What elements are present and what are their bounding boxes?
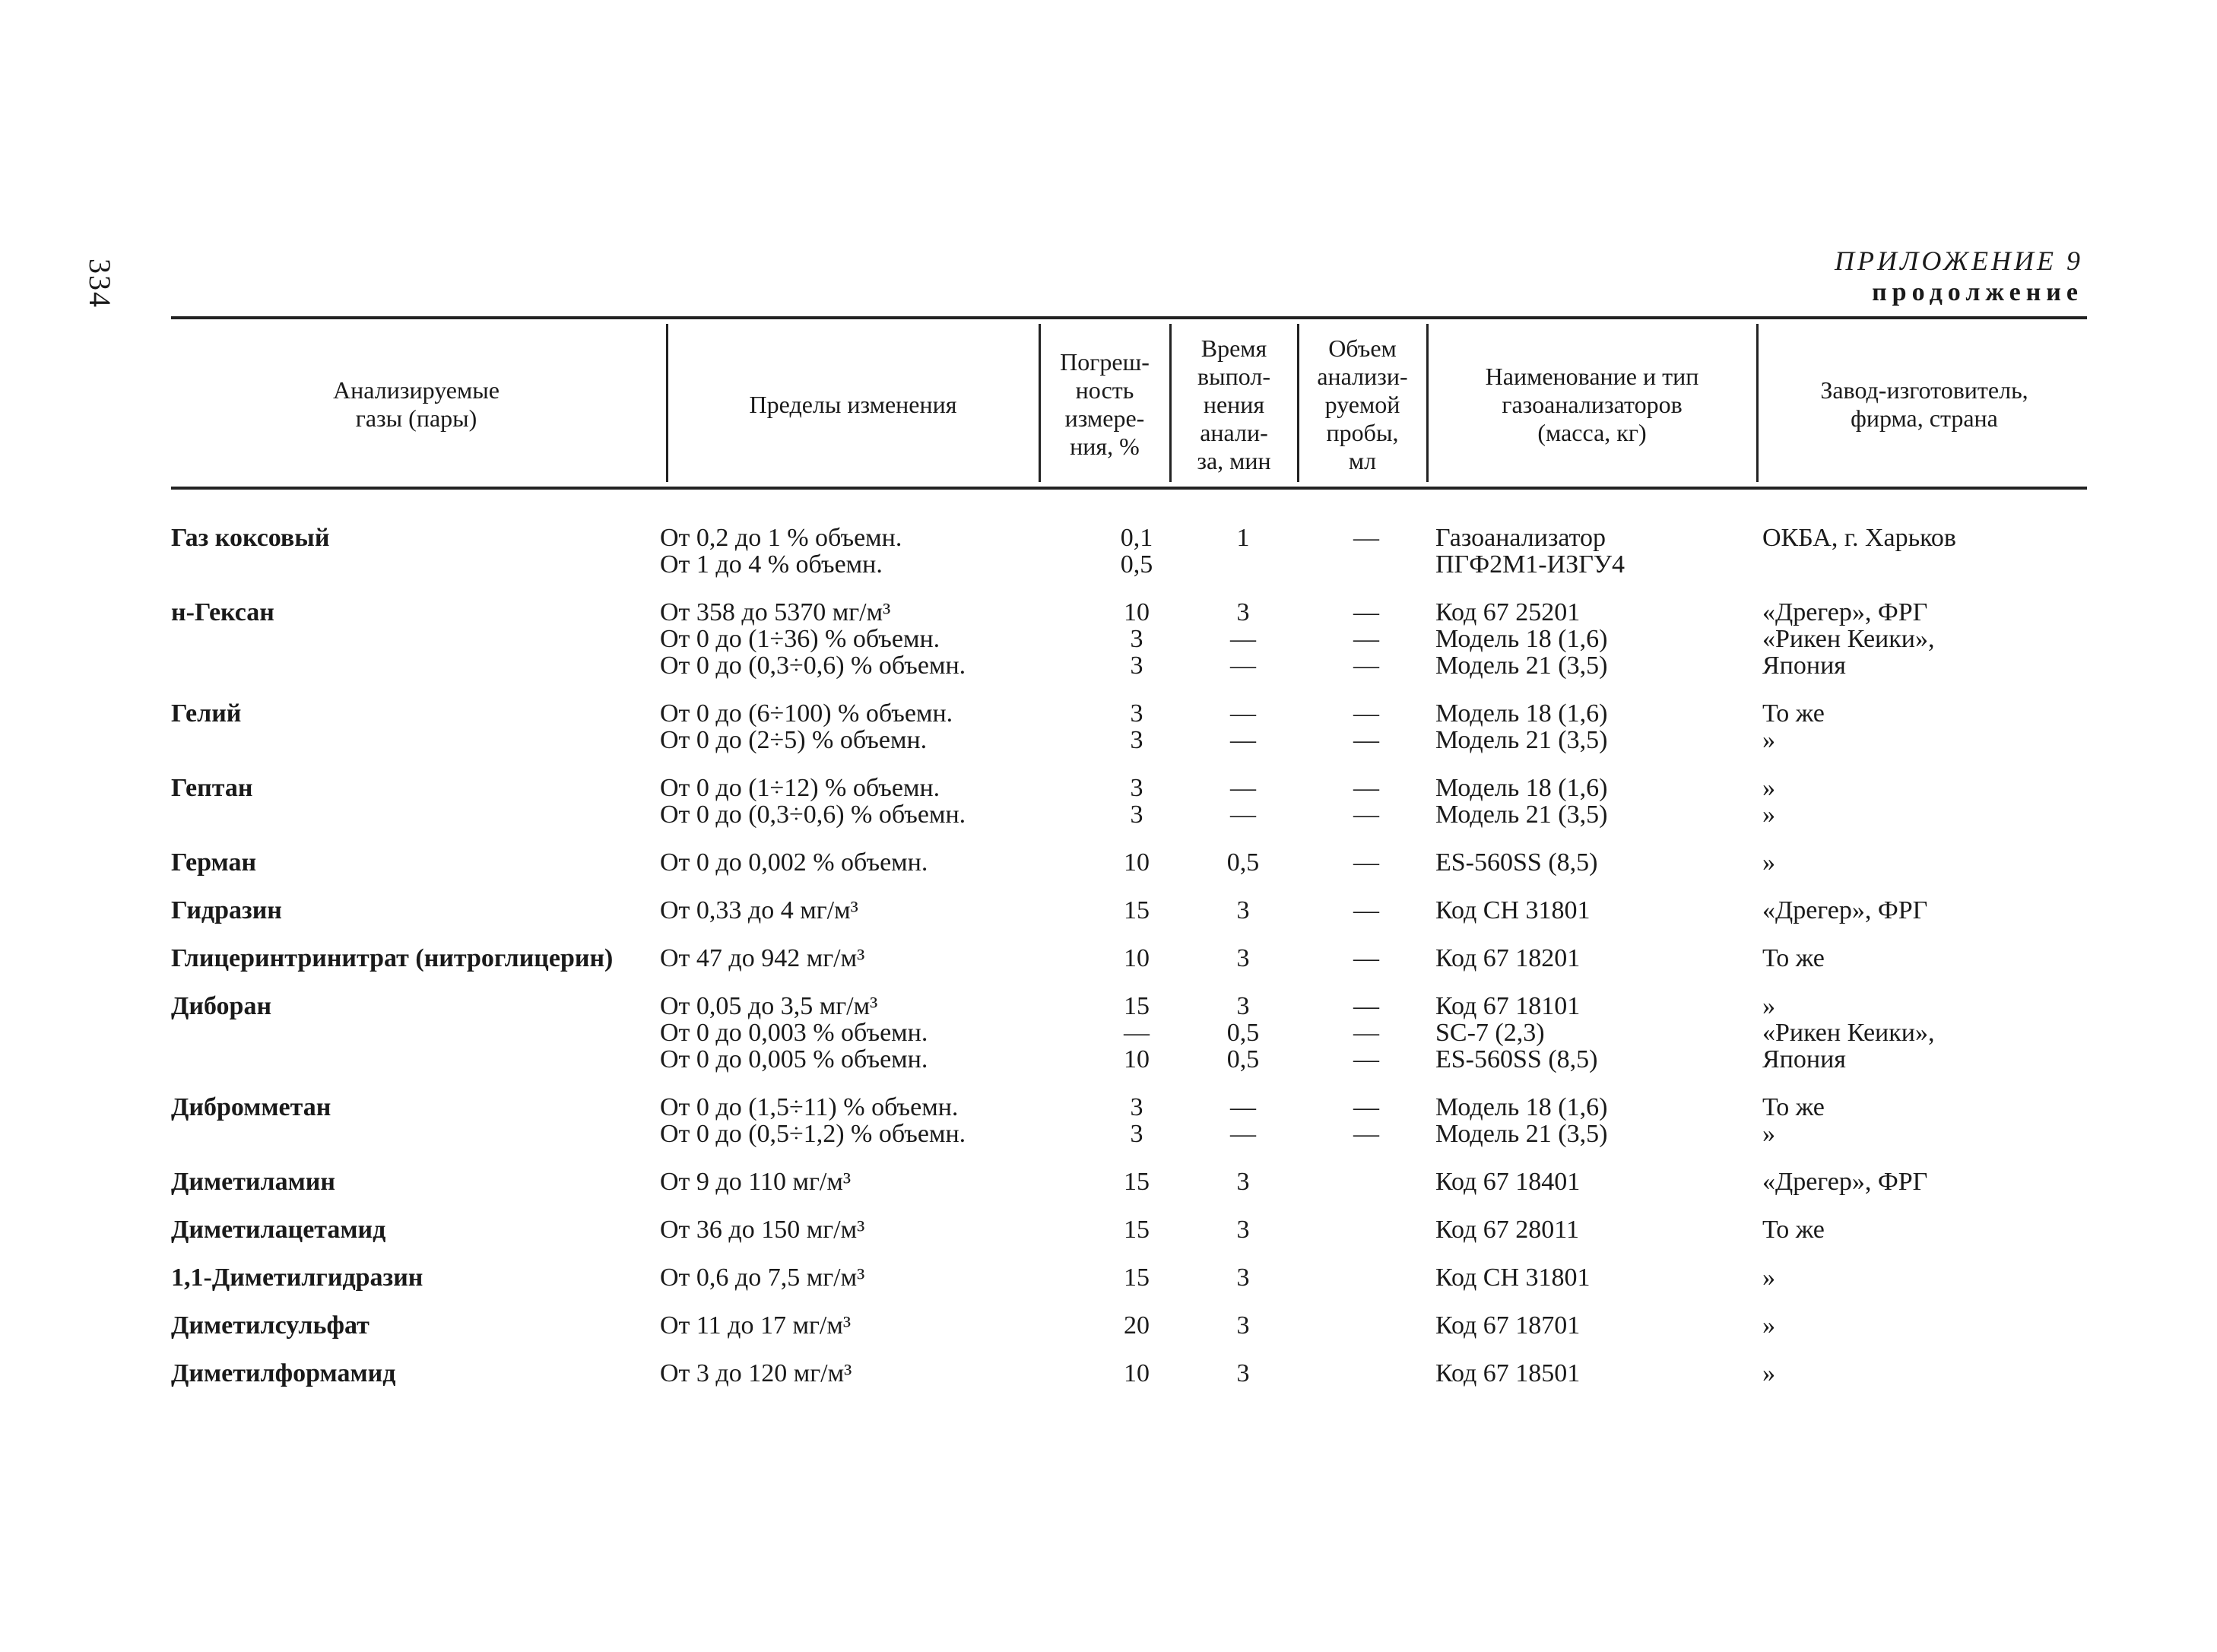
device-cell-line: ПГФ2М1-ИЗГУ4 [1435, 550, 1625, 579]
maker-cell-line: «Рикен Кеики», [1762, 1019, 1935, 1047]
time-cell [1216, 1264, 1270, 1291]
error-cell-line: 3 [1130, 726, 1143, 754]
device-cell [1435, 1360, 1580, 1387]
range-cell-line: От 0 до (0,3÷0,6) % объемн. [660, 652, 966, 680]
error-cell-line: 3 [1130, 1093, 1143, 1121]
error-cell [1110, 1216, 1163, 1243]
time-cell-line: 0,5 [1226, 1019, 1260, 1047]
gas-name: Диметиламин [171, 1168, 335, 1196]
maker-cell-line: » [1762, 801, 1775, 829]
error-cell-line: 15 [1124, 1264, 1150, 1292]
range-cell-line: От 3 до 120 мг/м³ [660, 1359, 852, 1387]
time-cell-line: 0,5 [1226, 1045, 1260, 1073]
time-cell-line [1216, 551, 1270, 578]
time-cell-line: 3 [1236, 598, 1250, 626]
error-cell [1110, 993, 1163, 1073]
gas-name: Глицеринтринитрат (нитроглицерин) [171, 944, 614, 972]
time-cell [1216, 1216, 1270, 1243]
header-volume: Объем анализи- руемой пробы, мл [1317, 334, 1408, 474]
gas-name: Диборан [171, 992, 272, 1020]
time-cell-line: — [1230, 1120, 1256, 1148]
error-cell-line: 10 [1124, 944, 1150, 972]
maker-cell [1762, 599, 1934, 679]
error-cell-line: 15 [1124, 992, 1150, 1020]
time-cell [1216, 1312, 1270, 1339]
header-gases: Анализируемые газы (пары) [333, 376, 500, 432]
time-cell [1216, 525, 1270, 578]
volume-cell-line: — [1353, 1019, 1379, 1047]
volume-cell-line: — [1353, 944, 1379, 972]
gas-name: Диметилсульфат [171, 1311, 370, 1340]
device-cell [1435, 993, 1597, 1073]
range-cell-line: От 0 до 0,005 % объемн. [660, 1045, 928, 1073]
device-cell [1435, 1094, 1607, 1147]
range-cell-line: От 0 до 0,002 % объемн. [660, 848, 928, 877]
volume-cell-line: — [1353, 801, 1379, 829]
error-cell [1110, 599, 1163, 679]
device-cell [1435, 525, 1625, 578]
volume-cell [1340, 897, 1393, 924]
range-cell [660, 1094, 966, 1147]
device-cell-line: Код 67 18201 [1435, 944, 1581, 972]
table-top-rule [171, 316, 2087, 319]
device-cell-line: Код 67 28011 [1435, 1216, 1580, 1244]
device-cell [1435, 599, 1607, 679]
column-divider [1169, 324, 1172, 482]
time-cell-line: 3 [1236, 896, 1250, 924]
range-cell [660, 599, 966, 679]
error-cell-line: 3 [1130, 625, 1143, 653]
range-cell-line: От 0 до 0,003 % объемн. [660, 1019, 928, 1047]
column-divider [666, 324, 668, 482]
maker-cell-line: » [1762, 1311, 1775, 1340]
maker-cell [1762, 945, 1825, 972]
error-cell [1110, 1168, 1163, 1195]
range-cell-line: От 36 до 150 мг/м³ [660, 1216, 865, 1244]
range-cell [660, 945, 864, 972]
device-cell-line: Код 67 25201 [1435, 598, 1581, 626]
time-cell [1216, 993, 1270, 1073]
time-cell-line: 3 [1236, 1216, 1250, 1244]
header-time: Время выпол- нения анали- за, мин [1197, 334, 1271, 474]
error-cell [1110, 945, 1163, 972]
time-cell-line: — [1230, 1093, 1256, 1121]
time-cell-line: 3 [1236, 1359, 1250, 1387]
device-cell-line: Код 67 18101 [1435, 992, 1581, 1020]
device-cell-line: Модель 18 (1,6) [1435, 1093, 1608, 1121]
range-cell [660, 1216, 864, 1243]
header-device: Наименование и тип газоанализаторов (масса, кг) [1485, 362, 1699, 446]
device-cell-line: ES-560SS (8,5) [1435, 1045, 1598, 1073]
gas-name: Диметилацетамид [171, 1216, 386, 1244]
volume-cell [1340, 1312, 1393, 1339]
gas-name: Гелий [171, 699, 242, 728]
range-cell [660, 1360, 852, 1387]
error-cell-line: 3 [1130, 774, 1143, 802]
error-cell-line: 15 [1124, 896, 1150, 924]
volume-cell-line: — [1353, 896, 1379, 924]
device-cell [1435, 945, 1580, 972]
maker-cell-line: » [1762, 848, 1775, 877]
maker-cell-line [1762, 551, 1956, 578]
time-cell-line: — [1230, 726, 1256, 754]
maker-cell [1762, 700, 1825, 753]
volume-cell-line: — [1353, 652, 1379, 680]
maker-cell-line: То же [1762, 944, 1825, 972]
device-cell-line: Код 67 18401 [1435, 1168, 1581, 1196]
maker-cell [1762, 1168, 1927, 1195]
gas-name: Дибромметан [171, 1093, 331, 1121]
device-cell [1435, 700, 1607, 753]
range-cell-line: От 0 до (6÷100) % объемн. [660, 699, 953, 728]
time-cell-line: 1 [1236, 524, 1250, 552]
maker-cell-line: » [1762, 774, 1775, 802]
error-cell-line: — [1124, 1019, 1150, 1047]
device-cell-line: Модель 21 (3,5) [1435, 801, 1608, 829]
range-cell-line: От 0 до (0,5÷1,2) % объемн. [660, 1120, 966, 1148]
maker-cell-line: «Дрегер», ФРГ [1762, 598, 1928, 626]
page-number: 334 [83, 258, 117, 309]
time-cell [1216, 1094, 1270, 1147]
device-cell [1435, 897, 1591, 924]
error-cell-line: 10 [1124, 1045, 1150, 1073]
header-maker: Завод-изготовитель, фирма, страна [1820, 376, 2028, 432]
gas-name: Газ коксовый [171, 524, 330, 552]
volume-cell [1340, 849, 1393, 876]
appendix-subtitle: продолжение [1872, 278, 2083, 306]
time-cell-line: — [1230, 652, 1256, 680]
column-divider [1297, 324, 1299, 482]
maker-cell-line: То же [1762, 1093, 1825, 1121]
maker-cell [1762, 775, 1775, 828]
maker-cell-line: » [1762, 1264, 1775, 1292]
gas-name: 1,1-Диметилгидразин [171, 1264, 423, 1292]
device-cell [1435, 1168, 1580, 1195]
error-cell [1110, 1094, 1163, 1147]
time-cell-line: 3 [1236, 1168, 1250, 1196]
maker-cell-line: ОКБА, г. Харьков [1762, 524, 1956, 552]
maker-cell [1762, 1094, 1825, 1147]
time-cell [1216, 897, 1270, 924]
error-cell-line: 20 [1124, 1311, 1150, 1340]
maker-cell [1762, 897, 1927, 924]
volume-cell-line: — [1353, 625, 1379, 653]
maker-cell-line: Япония [1762, 1045, 1846, 1073]
maker-cell-line: » [1762, 1359, 1775, 1387]
volume-cell-line: — [1353, 1093, 1379, 1121]
error-cell-line: 3 [1130, 801, 1143, 829]
maker-cell [1762, 525, 1956, 578]
time-cell [1216, 775, 1270, 828]
maker-cell [1762, 1312, 1775, 1339]
time-cell-line: 3 [1236, 944, 1250, 972]
volume-cell-line: — [1353, 699, 1379, 728]
error-cell-line: 3 [1130, 699, 1143, 728]
error-cell [1110, 1360, 1163, 1387]
range-cell [660, 1312, 851, 1339]
volume-cell-line: — [1353, 992, 1379, 1020]
range-cell [660, 1264, 864, 1291]
range-cell [660, 993, 928, 1073]
time-cell [1216, 1360, 1270, 1387]
range-cell-line: От 0 до (1÷12) % объемн. [660, 774, 940, 802]
device-cell-line: Модель 21 (3,5) [1435, 652, 1608, 680]
range-cell-line: От 0,05 до 3,5 мг/м³ [660, 992, 878, 1020]
volume-cell [1340, 599, 1393, 679]
time-cell [1216, 945, 1270, 972]
device-cell-line: Код СН 31801 [1435, 1264, 1591, 1292]
maker-cell [1762, 1216, 1825, 1243]
volume-cell [1340, 993, 1393, 1073]
error-cell-line: 10 [1124, 848, 1150, 877]
range-cell [660, 700, 953, 753]
time-cell-line: — [1230, 699, 1256, 728]
device-cell-line: Газоанализатор [1435, 524, 1606, 552]
volume-cell-line: — [1353, 774, 1379, 802]
volume-cell-line [1340, 1360, 1393, 1387]
volume-cell-line [1340, 1312, 1393, 1339]
column-divider [1756, 324, 1759, 482]
error-cell [1110, 525, 1163, 578]
error-cell-line: 10 [1124, 1359, 1150, 1387]
gas-name: Гидразин [171, 896, 282, 924]
error-cell-line: 3 [1130, 652, 1143, 680]
maker-cell-line: Япония [1762, 652, 1846, 680]
gas-name: Гептан [171, 774, 253, 802]
volume-cell-line: — [1353, 726, 1379, 754]
error-cell-line: 3 [1130, 1120, 1143, 1148]
range-cell-line: От 11 до 17 мг/м³ [660, 1311, 852, 1340]
device-cell-line: ES-560SS (8,5) [1435, 848, 1598, 877]
error-cell [1110, 849, 1163, 876]
range-cell-line: От 0 до (2÷5) % объемн. [660, 726, 928, 754]
range-cell [660, 1168, 851, 1195]
volume-cell [1340, 525, 1393, 578]
device-cell-line: SC-7 (2,3) [1435, 1019, 1545, 1047]
time-cell-line: 3 [1236, 1311, 1250, 1340]
appendix-title: ПРИЛОЖЕНИЕ 9 [1835, 246, 2083, 276]
time-cell [1216, 599, 1270, 679]
volume-cell-line [1340, 551, 1393, 578]
device-cell-line: Модель 18 (1,6) [1435, 625, 1608, 653]
range-cell [660, 897, 858, 924]
device-cell-line: Модель 21 (3,5) [1435, 1120, 1608, 1148]
maker-cell-line: » [1762, 1120, 1775, 1148]
time-cell-line: 0,5 [1226, 848, 1260, 877]
time-cell-line: — [1230, 774, 1256, 802]
maker-cell [1762, 993, 1934, 1073]
maker-cell [1762, 1264, 1775, 1291]
range-cell [660, 525, 902, 578]
error-cell-line: 15 [1124, 1216, 1150, 1244]
error-cell [1110, 1312, 1163, 1339]
range-cell-line: От 0,2 до 1 % объемн. [660, 524, 902, 552]
time-cell [1216, 849, 1270, 876]
time-cell-line: — [1230, 625, 1256, 653]
column-divider [1426, 324, 1429, 482]
error-cell-line: 15 [1124, 1168, 1150, 1196]
header-error: Погреш- ность измере- ния, % [1060, 348, 1150, 460]
volume-cell-line [1340, 1216, 1393, 1243]
appendix-heading [1835, 245, 2083, 307]
range-cell-line: От 0,6 до 7,5 мг/м³ [660, 1264, 865, 1292]
time-cell [1216, 700, 1270, 753]
maker-cell [1762, 1360, 1775, 1387]
device-cell-line: Модель 18 (1,6) [1435, 699, 1608, 728]
error-cell-line: 10 [1124, 598, 1150, 626]
time-cell [1216, 1168, 1270, 1195]
time-cell-line: 3 [1236, 1264, 1250, 1292]
maker-cell-line: » [1762, 726, 1775, 754]
volume-cell [1340, 1094, 1393, 1147]
device-cell-line: Модель 18 (1,6) [1435, 774, 1608, 802]
volume-cell [1340, 1264, 1393, 1291]
volume-cell-line [1340, 1168, 1393, 1195]
column-divider [1039, 324, 1041, 482]
gas-name: н-Гексан [171, 598, 274, 626]
volume-cell [1340, 1168, 1393, 1195]
error-cell [1110, 775, 1163, 828]
range-cell [660, 849, 928, 876]
maker-cell-line: » [1762, 992, 1775, 1020]
device-cell-line: Код СН 31801 [1435, 896, 1591, 924]
range-cell-line: От 0,33 до 4 мг/м³ [660, 896, 858, 924]
device-cell-line: Модель 21 (3,5) [1435, 726, 1608, 754]
device-cell-line: Код 67 18701 [1435, 1311, 1581, 1340]
error-cell [1110, 1264, 1163, 1291]
maker-cell-line: «Дрегер», ФРГ [1762, 896, 1928, 924]
device-cell [1435, 775, 1607, 828]
maker-cell-line: То же [1762, 1216, 1825, 1244]
range-cell-line: От 47 до 942 мг/м³ [660, 944, 865, 972]
volume-cell-line: — [1353, 598, 1379, 626]
device-cell-line: Код 67 18501 [1435, 1359, 1581, 1387]
range-cell-line: От 0 до (1÷36) % объемн. [660, 625, 940, 653]
range-cell-line: От 1 до 4 % объемн. [660, 550, 883, 579]
maker-cell-line: То же [1762, 699, 1825, 728]
table-header-rule [171, 487, 2087, 490]
volume-cell-line: — [1353, 848, 1379, 877]
error-cell-line: 0,1 [1120, 524, 1153, 552]
volume-cell [1340, 1216, 1393, 1243]
error-cell-line: 0,5 [1120, 550, 1153, 579]
volume-cell-line: — [1353, 1120, 1379, 1148]
maker-cell [1762, 849, 1775, 876]
device-cell [1435, 1312, 1580, 1339]
range-cell-line: От 0 до (1,5÷11) % объемн. [660, 1093, 959, 1121]
time-cell-line: 3 [1236, 992, 1250, 1020]
gas-name: Диметилформамид [171, 1359, 396, 1387]
device-cell [1435, 1264, 1591, 1291]
volume-cell-line [1340, 1264, 1393, 1291]
volume-cell [1340, 775, 1393, 828]
volume-cell-line: — [1353, 1045, 1379, 1073]
error-cell [1110, 700, 1163, 753]
volume-cell-line: — [1353, 524, 1379, 552]
error-cell [1110, 897, 1163, 924]
header-ranges: Пределы изменения [749, 390, 957, 418]
volume-cell [1340, 700, 1393, 753]
range-cell-line: От 358 до 5370 мг/м³ [660, 598, 891, 626]
maker-cell-line: «Рикен Кеики», [1762, 625, 1935, 653]
device-cell [1435, 849, 1597, 876]
maker-cell-line: «Дрегер», ФРГ [1762, 1168, 1928, 1196]
volume-cell [1340, 1360, 1393, 1387]
time-cell-line: — [1230, 801, 1256, 829]
gas-name: Герман [171, 848, 257, 877]
range-cell [660, 775, 966, 828]
device-cell [1435, 1216, 1579, 1243]
volume-cell [1340, 945, 1393, 972]
range-cell-line: От 9 до 110 мг/м³ [660, 1168, 852, 1196]
range-cell-line: От 0 до (0,3÷0,6) % объемн. [660, 801, 966, 829]
